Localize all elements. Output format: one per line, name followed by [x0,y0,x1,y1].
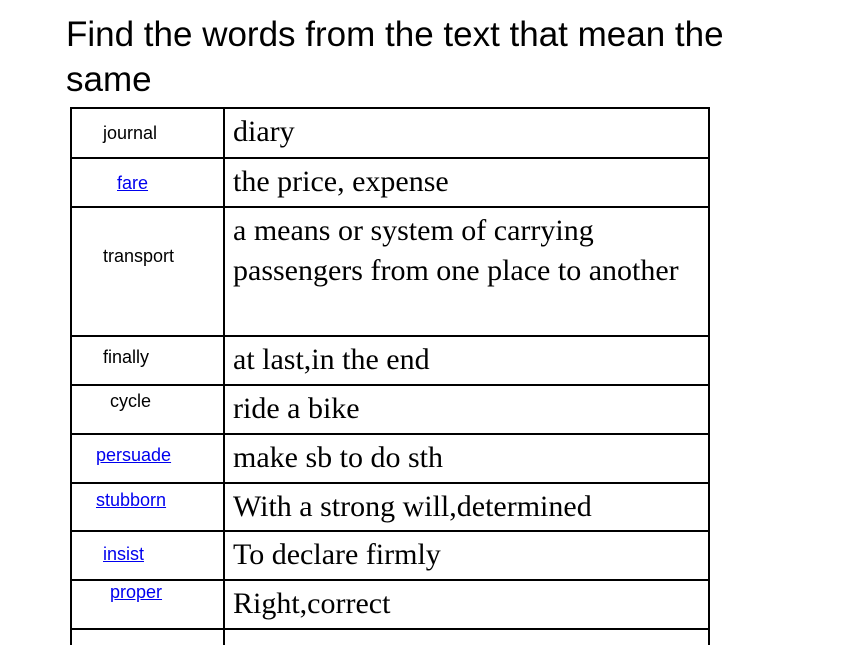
word-cell: journal [103,123,158,143]
table-row [72,337,708,386]
word-link[interactable]: persuade [96,445,172,465]
page-title: Find the words from the text that mean the same [66,15,724,99]
word-link[interactable]: proper [110,582,163,602]
table-row [72,581,708,630]
definition-cell: Right,correct [233,587,391,620]
vocabulary-table [70,107,710,645]
table-row [72,435,708,484]
definition-cell: diary [233,115,295,148]
table-row [72,532,708,581]
table-row [72,159,708,208]
definition-cell: make sb to do sth [233,441,443,474]
table-row [72,484,708,532]
word-cell: finally [103,347,150,367]
table-row [72,386,708,435]
word-cell: transport [103,246,175,266]
word-link[interactable]: fare [117,173,149,193]
definition-cell: at last,in the end [233,343,430,376]
definition-cell: the price, expense [233,165,449,198]
definition-cell: To declare firmly [233,538,441,571]
word-cell: cycle [110,391,152,411]
definition-cell: a means or system of carrying passengers from one place to another [233,214,679,287]
definition-cell: With a strong will,determined [233,490,592,523]
table-row [72,208,708,337]
table-row [72,109,708,159]
table-row [72,630,708,645]
definition-cell: ride a bike [233,392,360,425]
word-link[interactable]: stubborn [96,490,167,510]
word-link[interactable]: insist [103,544,145,564]
